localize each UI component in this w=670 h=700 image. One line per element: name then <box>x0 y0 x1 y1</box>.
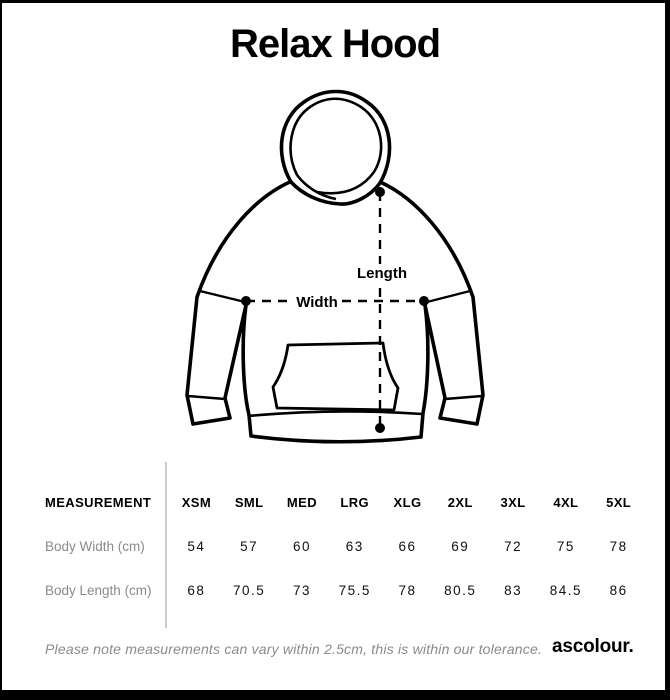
value-cell: 54 <box>187 538 206 554</box>
page-title: Relax Hood <box>229 22 441 66</box>
value-cell: 70.5 <box>233 582 266 598</box>
hood-outline <box>281 92 389 205</box>
hoodie-diagram <box>150 75 530 455</box>
value-cell: 57 <box>240 538 259 554</box>
size-header-4xl: 4XL <box>553 494 579 510</box>
value-cell: 60 <box>292 538 311 554</box>
value-cell: 75 <box>556 538 575 554</box>
size-header-5xl: 5XL <box>606 494 632 510</box>
value-cell: 75.5 <box>338 582 371 598</box>
value-cell: 63 <box>345 538 364 554</box>
size-header-xsm: XSM <box>181 494 212 510</box>
value-cell: 73 <box>292 582 311 598</box>
value-cell: 68 <box>187 582 206 598</box>
table-row-body-length <box>45 568 645 612</box>
table-header-row <box>45 480 645 524</box>
measurement-table <box>45 480 645 612</box>
tolerance-note: Please note measurements can vary within 2.5cm, this is within our tolerance. <box>45 641 543 657</box>
size-header-med: MED <box>286 494 317 510</box>
value-cell: 78 <box>398 582 417 598</box>
brand-logo: ascolour. <box>552 636 634 657</box>
value-cell: 66 <box>398 538 417 554</box>
length-dot-top <box>375 187 385 197</box>
length-dot-bottom <box>375 423 385 433</box>
width-dot-left <box>241 296 251 306</box>
value-cell: 78 <box>609 538 628 554</box>
value-cell: 83 <box>504 582 523 598</box>
width-dot-right <box>419 296 429 306</box>
value-cell: 72 <box>504 538 523 554</box>
row-label: Body Length (cm) <box>45 582 152 598</box>
value-cell: 86 <box>609 582 628 598</box>
size-header-xlg: XLG <box>393 494 422 510</box>
value-cell: 69 <box>451 538 470 554</box>
size-header-lrg: LRG <box>340 494 370 510</box>
length-label: Length <box>357 265 407 282</box>
size-header-2xl: 2XL <box>447 494 473 510</box>
row-label: Body Width (cm) <box>45 538 145 554</box>
value-cell: 84.5 <box>549 582 582 598</box>
measurement-header: MEASUREMENT <box>45 494 152 510</box>
size-header-sml: SML <box>234 494 264 510</box>
value-cell: 80.5 <box>444 582 477 598</box>
size-header-3xl: 3XL <box>500 494 526 510</box>
table-row-body-width <box>45 524 645 568</box>
width-label: Width <box>296 294 338 311</box>
